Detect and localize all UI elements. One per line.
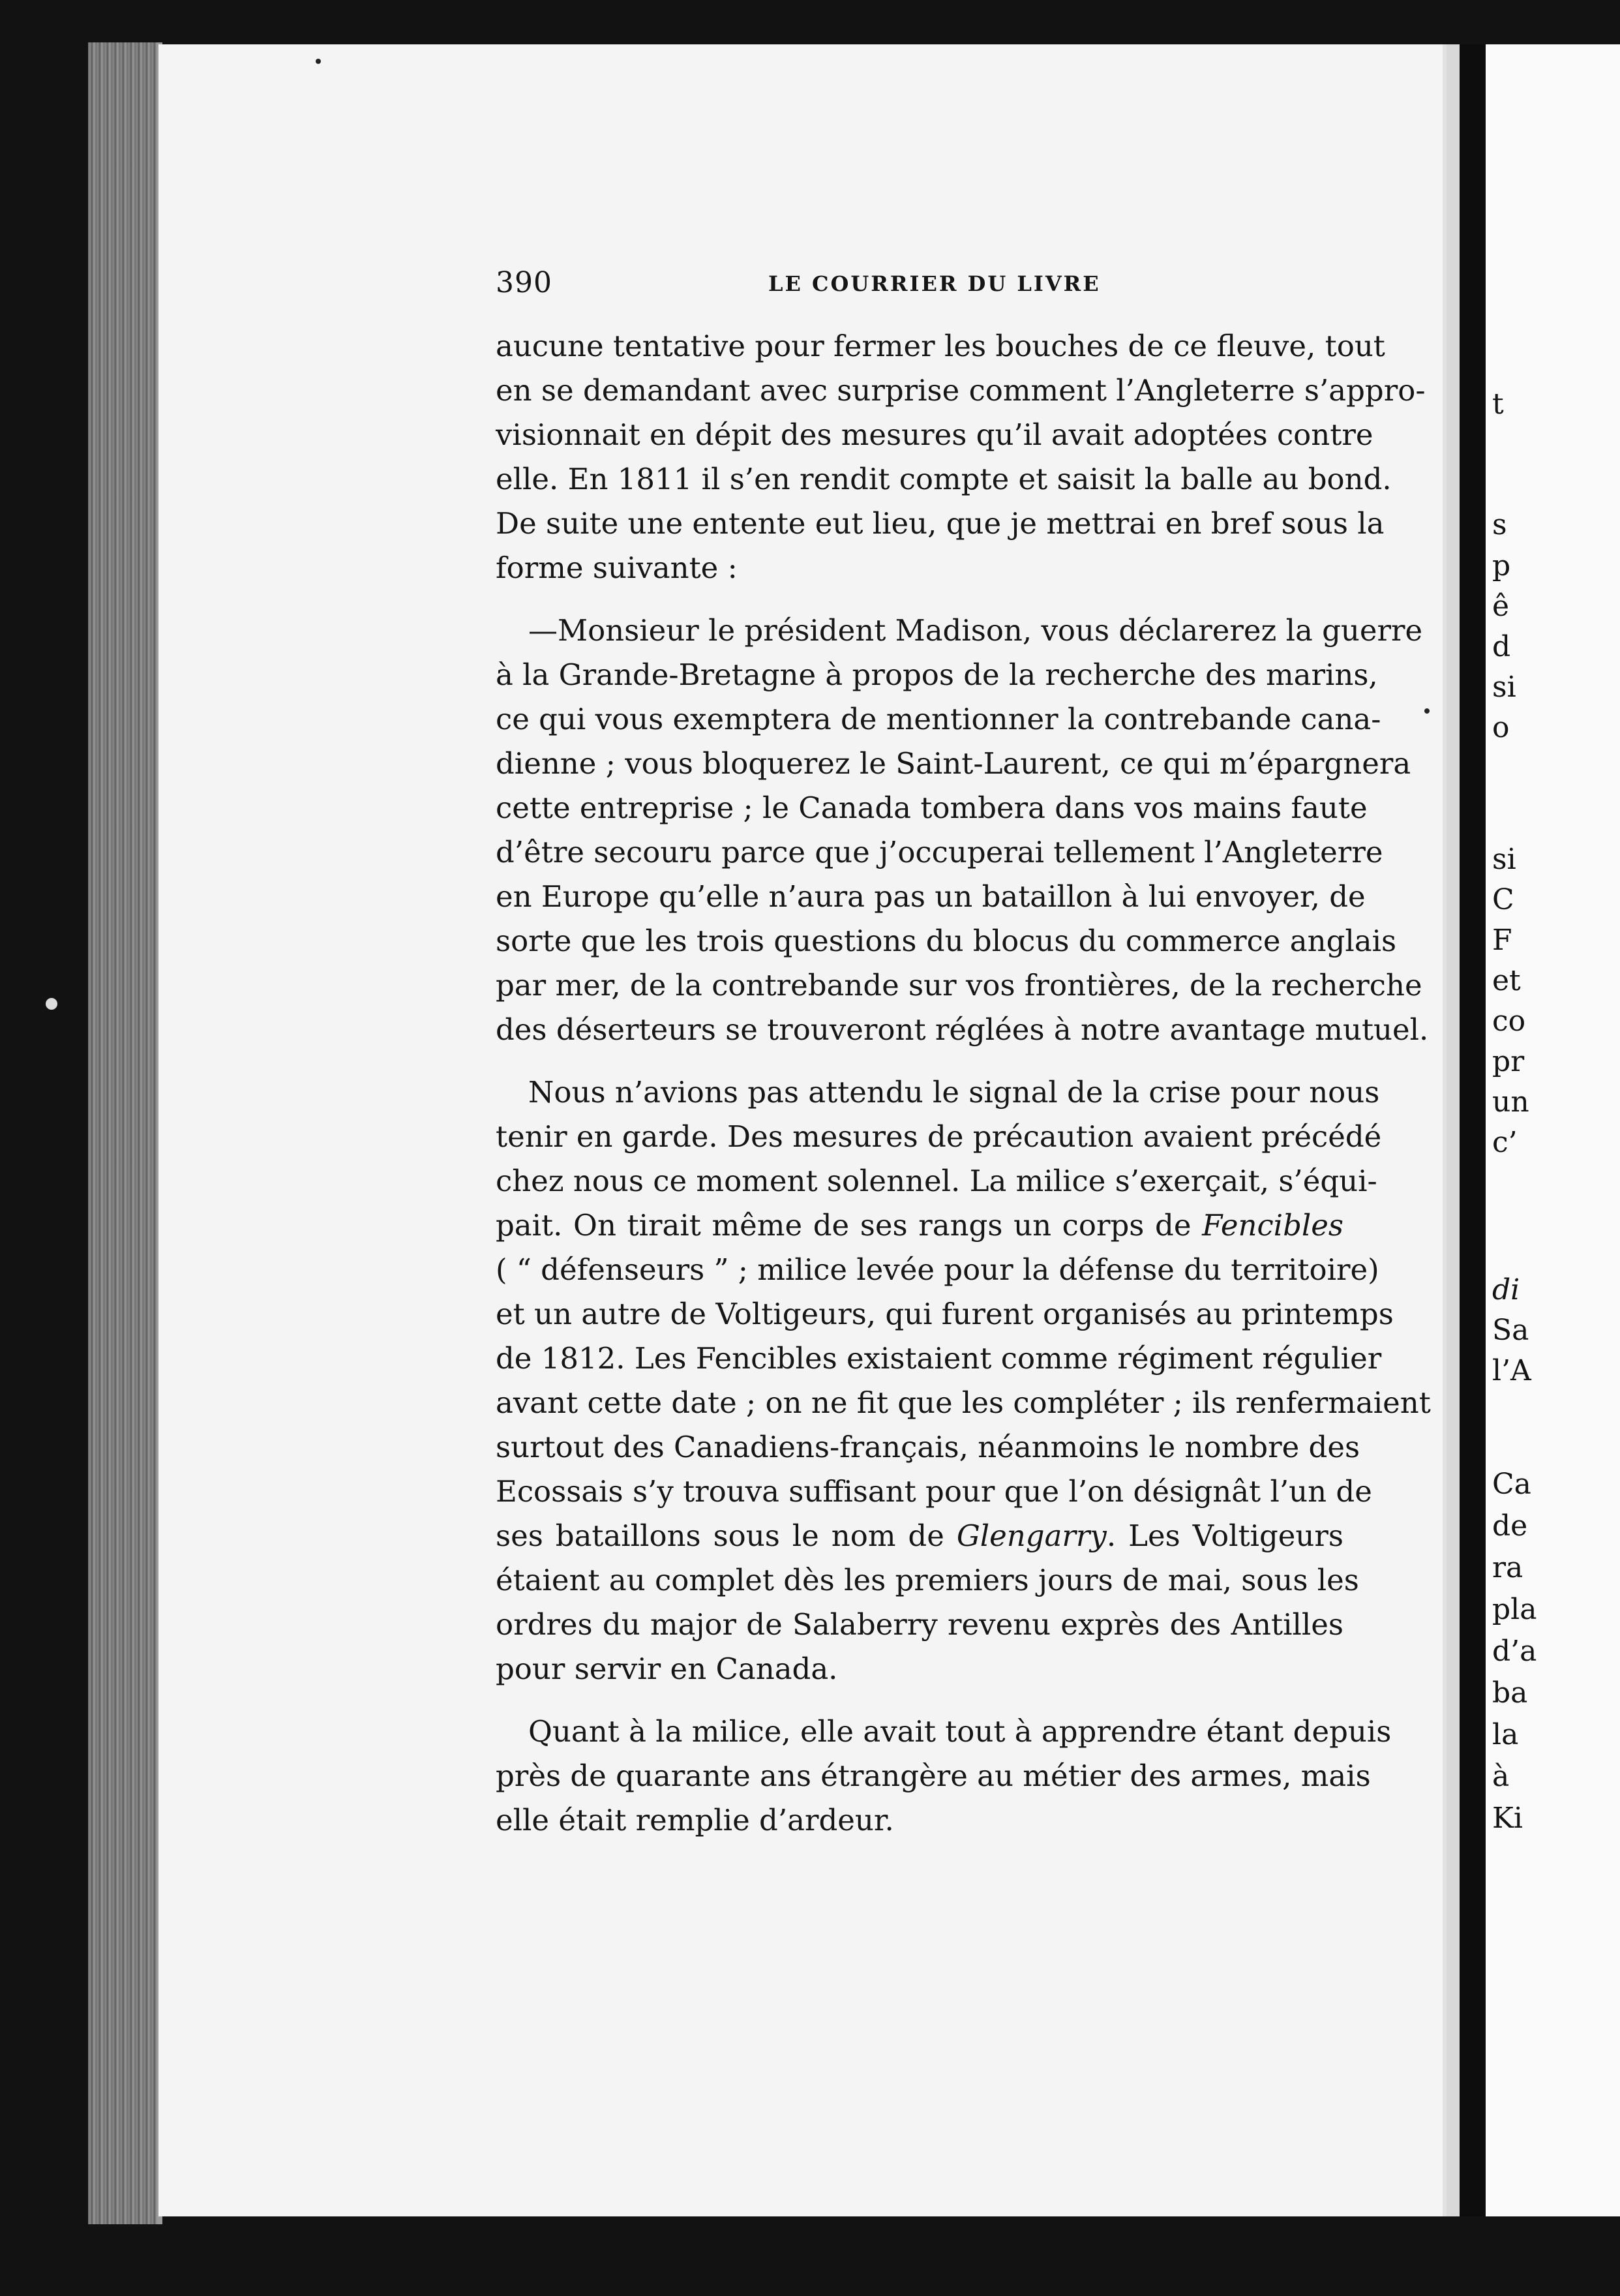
facing-page-fragment: d	[1492, 630, 1511, 663]
scan-speck	[1424, 708, 1430, 714]
facing-page-fragment: pr	[1492, 1045, 1525, 1078]
text-line: De suite une entente eut lieu, que je mettrai en bref sous la	[496, 506, 1385, 541]
text-line: à la Grande-Bretagne à propos de la recherche des marins,	[496, 657, 1378, 692]
text-line: —Monsieur le président Madison, vous déclarerez la guerre	[528, 613, 1423, 648]
facing-page-fragment: Ki	[1492, 1802, 1523, 1835]
italic-term: Glengarry	[956, 1518, 1107, 1553]
italic-term: Fencibles	[1202, 1208, 1343, 1243]
text-line: chez nous ce moment solennel. La milice s’exerçait, s’équi-	[496, 1164, 1377, 1198]
text-line: en se demandant avec surprise comment l’Angleterre s’appro-	[496, 373, 1426, 408]
paragraph	[496, 1710, 1392, 1843]
facing-page-fragment: di	[1492, 1273, 1520, 1307]
facing-page-fragment: p	[1492, 549, 1511, 582]
running-head	[496, 266, 1343, 305]
text-line: et un autre de Voltigeurs, qui furent organisés au printemps	[496, 1297, 1394, 1331]
text-line: Nous n’avions pas attendu le signal de la crise pour nous	[528, 1075, 1380, 1110]
text-line: dienne ; vous bloquerez le Saint-Laurent, ce qui m’épargnera	[496, 746, 1411, 781]
paragraph	[496, 609, 1429, 1052]
text-line: elle. En 1811 il s’en rendit compte et saisit la balle au bond.	[496, 462, 1392, 496]
facing-page-fragment: pla	[1492, 1593, 1537, 1626]
scan-speck	[46, 998, 57, 1010]
book-spine	[88, 42, 158, 2224]
paragraph	[496, 1070, 1431, 1691]
text-line: ordres du major de Salaberry revenu exprès des Antilles	[496, 1607, 1343, 1642]
facing-page-fragment: d’a	[1492, 1635, 1537, 1668]
text-line: aucune tentative pour fermer les bouches de ce fleuve, tout	[496, 329, 1385, 363]
text-line: tenir en garde. Des mesures de précaution avaient précédé	[496, 1119, 1382, 1154]
facing-page-fragment: ê	[1492, 590, 1510, 623]
text-line: de 1812. Les Fencibles existaient comme régiment régulier	[496, 1341, 1382, 1376]
facing-page-fragment: ba	[1492, 1676, 1528, 1710]
body-text	[496, 324, 1431, 1861]
running-title: LE COURRIER DU LIVRE	[768, 271, 1101, 296]
scan-speck	[316, 59, 321, 64]
text-line: étaient au complet dès les premiers jours de mai, sous les	[496, 1563, 1359, 1597]
text-line: ( “ défenseurs ” ; milice levée pour la défense du territoire)	[496, 1252, 1379, 1287]
facing-page-fragment: un	[1492, 1085, 1529, 1119]
text-line: ce qui vous exemptera de mentionner la contrebande cana-	[496, 702, 1381, 736]
facing-page-fragment: F	[1492, 924, 1512, 957]
text-line: elle était remplie d’ardeur.	[496, 1803, 894, 1837]
facing-page-fragment: de	[1492, 1509, 1528, 1543]
paragraph	[496, 324, 1426, 590]
facing-page-fragment: la	[1492, 1718, 1519, 1751]
facing-page-fragment: Ca	[1492, 1468, 1531, 1501]
text-line: surtout des Canadiens-français, néanmoins le nombre des	[496, 1430, 1360, 1464]
page-number: 390	[496, 266, 552, 299]
text-line: près de quarante ans étrangère au métier des armes, mais	[496, 1759, 1371, 1793]
text-line: pour servir en Canada.	[496, 1652, 838, 1686]
text-line: pait. On tirait même de ses rangs un corps de Fencibles	[496, 1208, 1343, 1243]
text-line: d’être secouru parce que j’occuperai tellement l’Angleterre	[496, 835, 1383, 869]
facing-page-fragment: Sa	[1492, 1314, 1529, 1347]
facing-page-fragment: c’	[1492, 1126, 1518, 1159]
text-line: Ecossais s’y trouva suffisant pour que l’on désignât l’un de	[496, 1474, 1372, 1509]
text-line: forme suivante :	[496, 551, 738, 585]
facing-page-fragment: à	[1492, 1760, 1510, 1793]
facing-page-fragment: o	[1492, 711, 1510, 744]
text-line: par mer, de la contrebande sur vos frontières, de la recherche	[496, 968, 1422, 1003]
facing-page-fragment: ra	[1492, 1551, 1523, 1584]
page-edge	[1447, 44, 1460, 2216]
facing-page-fragment: l’A	[1492, 1354, 1531, 1387]
facing-page-fragment: t	[1492, 387, 1504, 421]
text-line: ses bataillons sous le nom de Glengarry. Les Voltigeurs	[496, 1518, 1343, 1553]
text-line: visionnait en dépit des mesures qu’il avait adoptées contre	[496, 417, 1373, 452]
text-line: Quant à la milice, elle avait tout à apprendre étant depuis	[528, 1714, 1392, 1749]
book-gutter	[1460, 44, 1486, 2216]
facing-page-fragment: et	[1492, 964, 1521, 997]
text-line: en Europe qu’elle n’aura pas un bataillon à lui envoyer, de	[496, 879, 1366, 914]
text-line: des déserteurs se trouveront réglées à notre avantage mutuel.	[496, 1012, 1429, 1047]
facing-page-fragment: s	[1492, 508, 1507, 541]
text-line: avant cette date ; on ne fit que les compléter ; ils renfermaient	[496, 1385, 1431, 1420]
facing-page-fragment: co	[1492, 1004, 1526, 1038]
facing-page-edge	[1486, 44, 1620, 2216]
facing-page-fragment: C	[1492, 883, 1514, 916]
facing-page-fragment: si	[1492, 843, 1516, 876]
facing-page-fragment: si	[1492, 671, 1516, 704]
text-line: sorte que les trois questions du blocus du commerce anglais	[496, 924, 1397, 958]
text-line: cette entreprise ; le Canada tombera dans vos mains faute	[496, 791, 1368, 825]
